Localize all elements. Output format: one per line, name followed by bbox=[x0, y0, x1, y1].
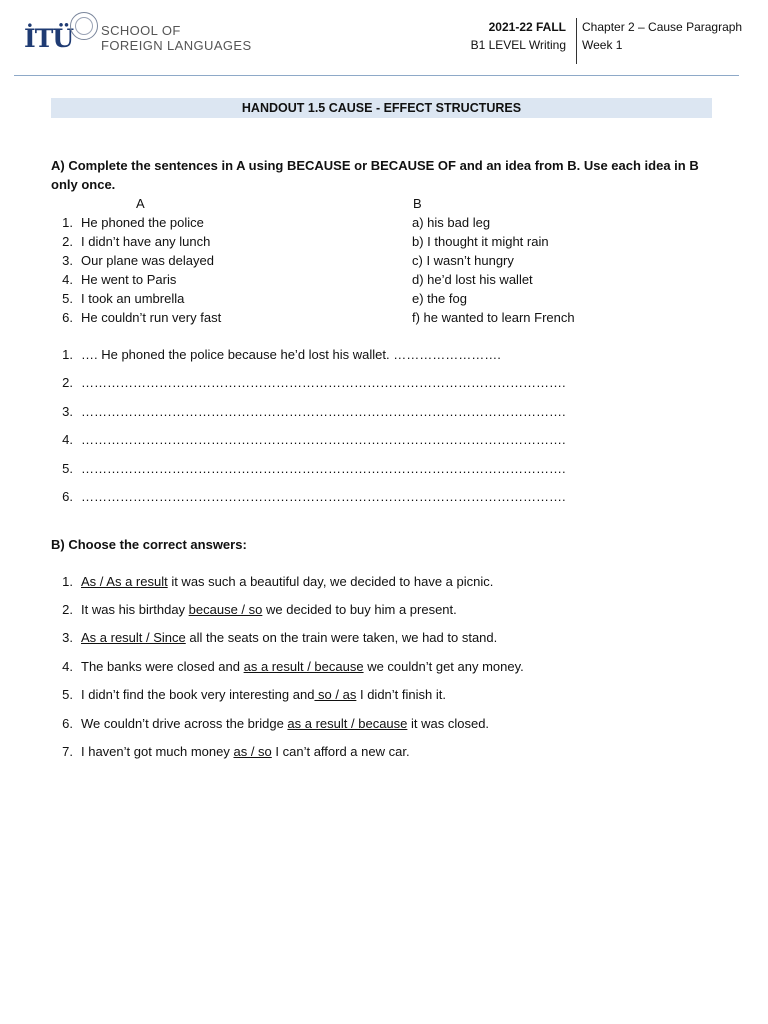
answer-number: 1. bbox=[62, 347, 73, 362]
handout-title: HANDOUT 1.5 CAUSE - EFFECT STRUCTURES bbox=[51, 98, 712, 118]
level: B1 LEVEL Writing bbox=[470, 38, 566, 52]
question-number: 5. bbox=[62, 687, 73, 702]
answer-text: …. He phoned the police because he’d lost his wallet. ……………………. bbox=[81, 347, 501, 362]
list-item: e) the fog bbox=[412, 291, 467, 306]
question-prefix: We couldn’t drive across the bridge bbox=[81, 716, 288, 731]
question-item bbox=[51, 714, 489, 733]
list-item bbox=[51, 232, 221, 251]
question-item bbox=[51, 628, 497, 647]
chapter-info bbox=[582, 18, 742, 54]
school-line-1: SCHOOL OF bbox=[101, 23, 181, 38]
question-suffix: I can’t afford a new car. bbox=[271, 744, 410, 759]
term-info bbox=[466, 18, 566, 54]
answer-line[interactable] bbox=[51, 487, 566, 506]
instruction-line-2: only once. bbox=[51, 177, 116, 192]
question-suffix: it was such a beautiful day, we decided to have a picnic. bbox=[167, 574, 494, 589]
question-suffix: I didn’t finish it. bbox=[356, 687, 446, 702]
answer-line[interactable] bbox=[51, 345, 501, 364]
item-number: 4. bbox=[62, 272, 73, 287]
university-seal-icon bbox=[70, 12, 98, 40]
question-item bbox=[51, 685, 446, 704]
item-text: He went to Paris bbox=[81, 272, 177, 287]
question-number: 3. bbox=[62, 630, 73, 645]
item-text: I took an umbrella bbox=[81, 291, 185, 306]
column-b-header: B bbox=[413, 196, 422, 211]
answer-number: 5. bbox=[62, 461, 73, 476]
question-item bbox=[51, 600, 457, 619]
section-a-instruction bbox=[51, 156, 731, 194]
list-item: c) I wasn’t hungry bbox=[412, 253, 514, 268]
list-item: a) his bad leg bbox=[412, 215, 491, 230]
answer-choice[interactable]: As a result / Since bbox=[81, 630, 186, 645]
item-number: 5. bbox=[62, 291, 73, 306]
question-suffix: we couldn’t get any money. bbox=[363, 659, 524, 674]
item-number: 3. bbox=[62, 253, 73, 268]
header-divider bbox=[576, 18, 577, 64]
list-item: f) he wanted to learn French bbox=[412, 310, 575, 325]
section-b-instruction: B) Choose the correct answers: bbox=[51, 537, 247, 552]
answer-choice[interactable]: as a result / because bbox=[243, 659, 364, 674]
list-item bbox=[51, 270, 221, 289]
list-item bbox=[51, 213, 221, 232]
question-prefix: I haven’t got much money bbox=[81, 744, 234, 759]
item-number: 6. bbox=[62, 310, 73, 325]
answer-line[interactable] bbox=[51, 373, 566, 392]
answer-text: …………………………………………………………………………………………………. bbox=[81, 375, 566, 390]
answer-number: 3. bbox=[62, 404, 73, 419]
list-item: d) he’d lost his wallet bbox=[412, 272, 533, 287]
list-item: b) I thought it might rain bbox=[412, 234, 549, 249]
question-prefix: The banks were closed and bbox=[81, 659, 244, 674]
school-name bbox=[101, 23, 252, 53]
item-text: Our plane was delayed bbox=[81, 253, 214, 268]
answer-text: …………………………………………………………………………………………………. bbox=[81, 461, 566, 476]
question-number: 6. bbox=[62, 716, 73, 731]
answer-text: …………………………………………………………………………………………………. bbox=[81, 404, 566, 419]
item-text: He couldn’t run very fast bbox=[81, 310, 222, 325]
term: 2021-22 FALL bbox=[488, 20, 566, 34]
answer-line[interactable] bbox=[51, 459, 566, 478]
list-item bbox=[51, 289, 221, 308]
list-item bbox=[51, 308, 221, 327]
question-suffix: it was closed. bbox=[407, 716, 490, 731]
item-number: 2. bbox=[62, 234, 73, 249]
question-suffix: all the seats on the train were taken, we had to stand. bbox=[185, 630, 498, 645]
question-item bbox=[51, 572, 493, 591]
item-number: 1. bbox=[62, 215, 73, 230]
item-text: He phoned the police bbox=[81, 215, 204, 230]
school-line-2: FOREIGN LANGUAGES bbox=[101, 38, 252, 53]
question-number: 2. bbox=[62, 602, 73, 617]
item-text: I didn’t have any lunch bbox=[81, 234, 211, 249]
answer-choice[interactable]: as a result / because bbox=[287, 716, 408, 731]
answer-text: …………………………………………………………………………………………………. bbox=[81, 432, 566, 447]
answer-choice[interactable]: As / As a result bbox=[81, 574, 168, 589]
instruction-line-1: A) Complete the sentences in A using BECAUSE or BECAUSE OF and an idea from B. Use each idea in B bbox=[51, 158, 699, 173]
header-rule bbox=[14, 75, 739, 76]
column-b-list bbox=[412, 213, 575, 327]
question-prefix: It was his birthday bbox=[81, 602, 189, 617]
question-number: 4. bbox=[62, 659, 73, 674]
question-suffix: we decided to buy him a present. bbox=[262, 602, 457, 617]
question-prefix: I didn’t find the book very interesting and bbox=[81, 687, 315, 702]
column-a-header: A bbox=[136, 196, 145, 211]
itu-logo: İTÜ bbox=[24, 24, 74, 53]
question-item bbox=[51, 657, 524, 676]
answer-choice[interactable]: because / so bbox=[188, 602, 263, 617]
answer-choice[interactable]: as / so bbox=[233, 744, 272, 759]
answer-number: 4. bbox=[62, 432, 73, 447]
answer-choice[interactable]: so / as bbox=[314, 687, 357, 702]
column-a-list bbox=[51, 213, 221, 327]
answer-number: 2. bbox=[62, 375, 73, 390]
week: Week 1 bbox=[582, 38, 623, 52]
question-number: 1. bbox=[62, 574, 73, 589]
question-number: 7. bbox=[62, 744, 73, 759]
question-item bbox=[51, 742, 410, 761]
answer-number: 6. bbox=[62, 489, 73, 504]
answer-line[interactable] bbox=[51, 430, 566, 449]
chapter: Chapter 2 – Cause Paragraph bbox=[582, 20, 743, 34]
answer-line[interactable] bbox=[51, 402, 566, 421]
answer-text: …………………………………………………………………………………………………. bbox=[81, 489, 566, 504]
list-item bbox=[51, 251, 221, 270]
